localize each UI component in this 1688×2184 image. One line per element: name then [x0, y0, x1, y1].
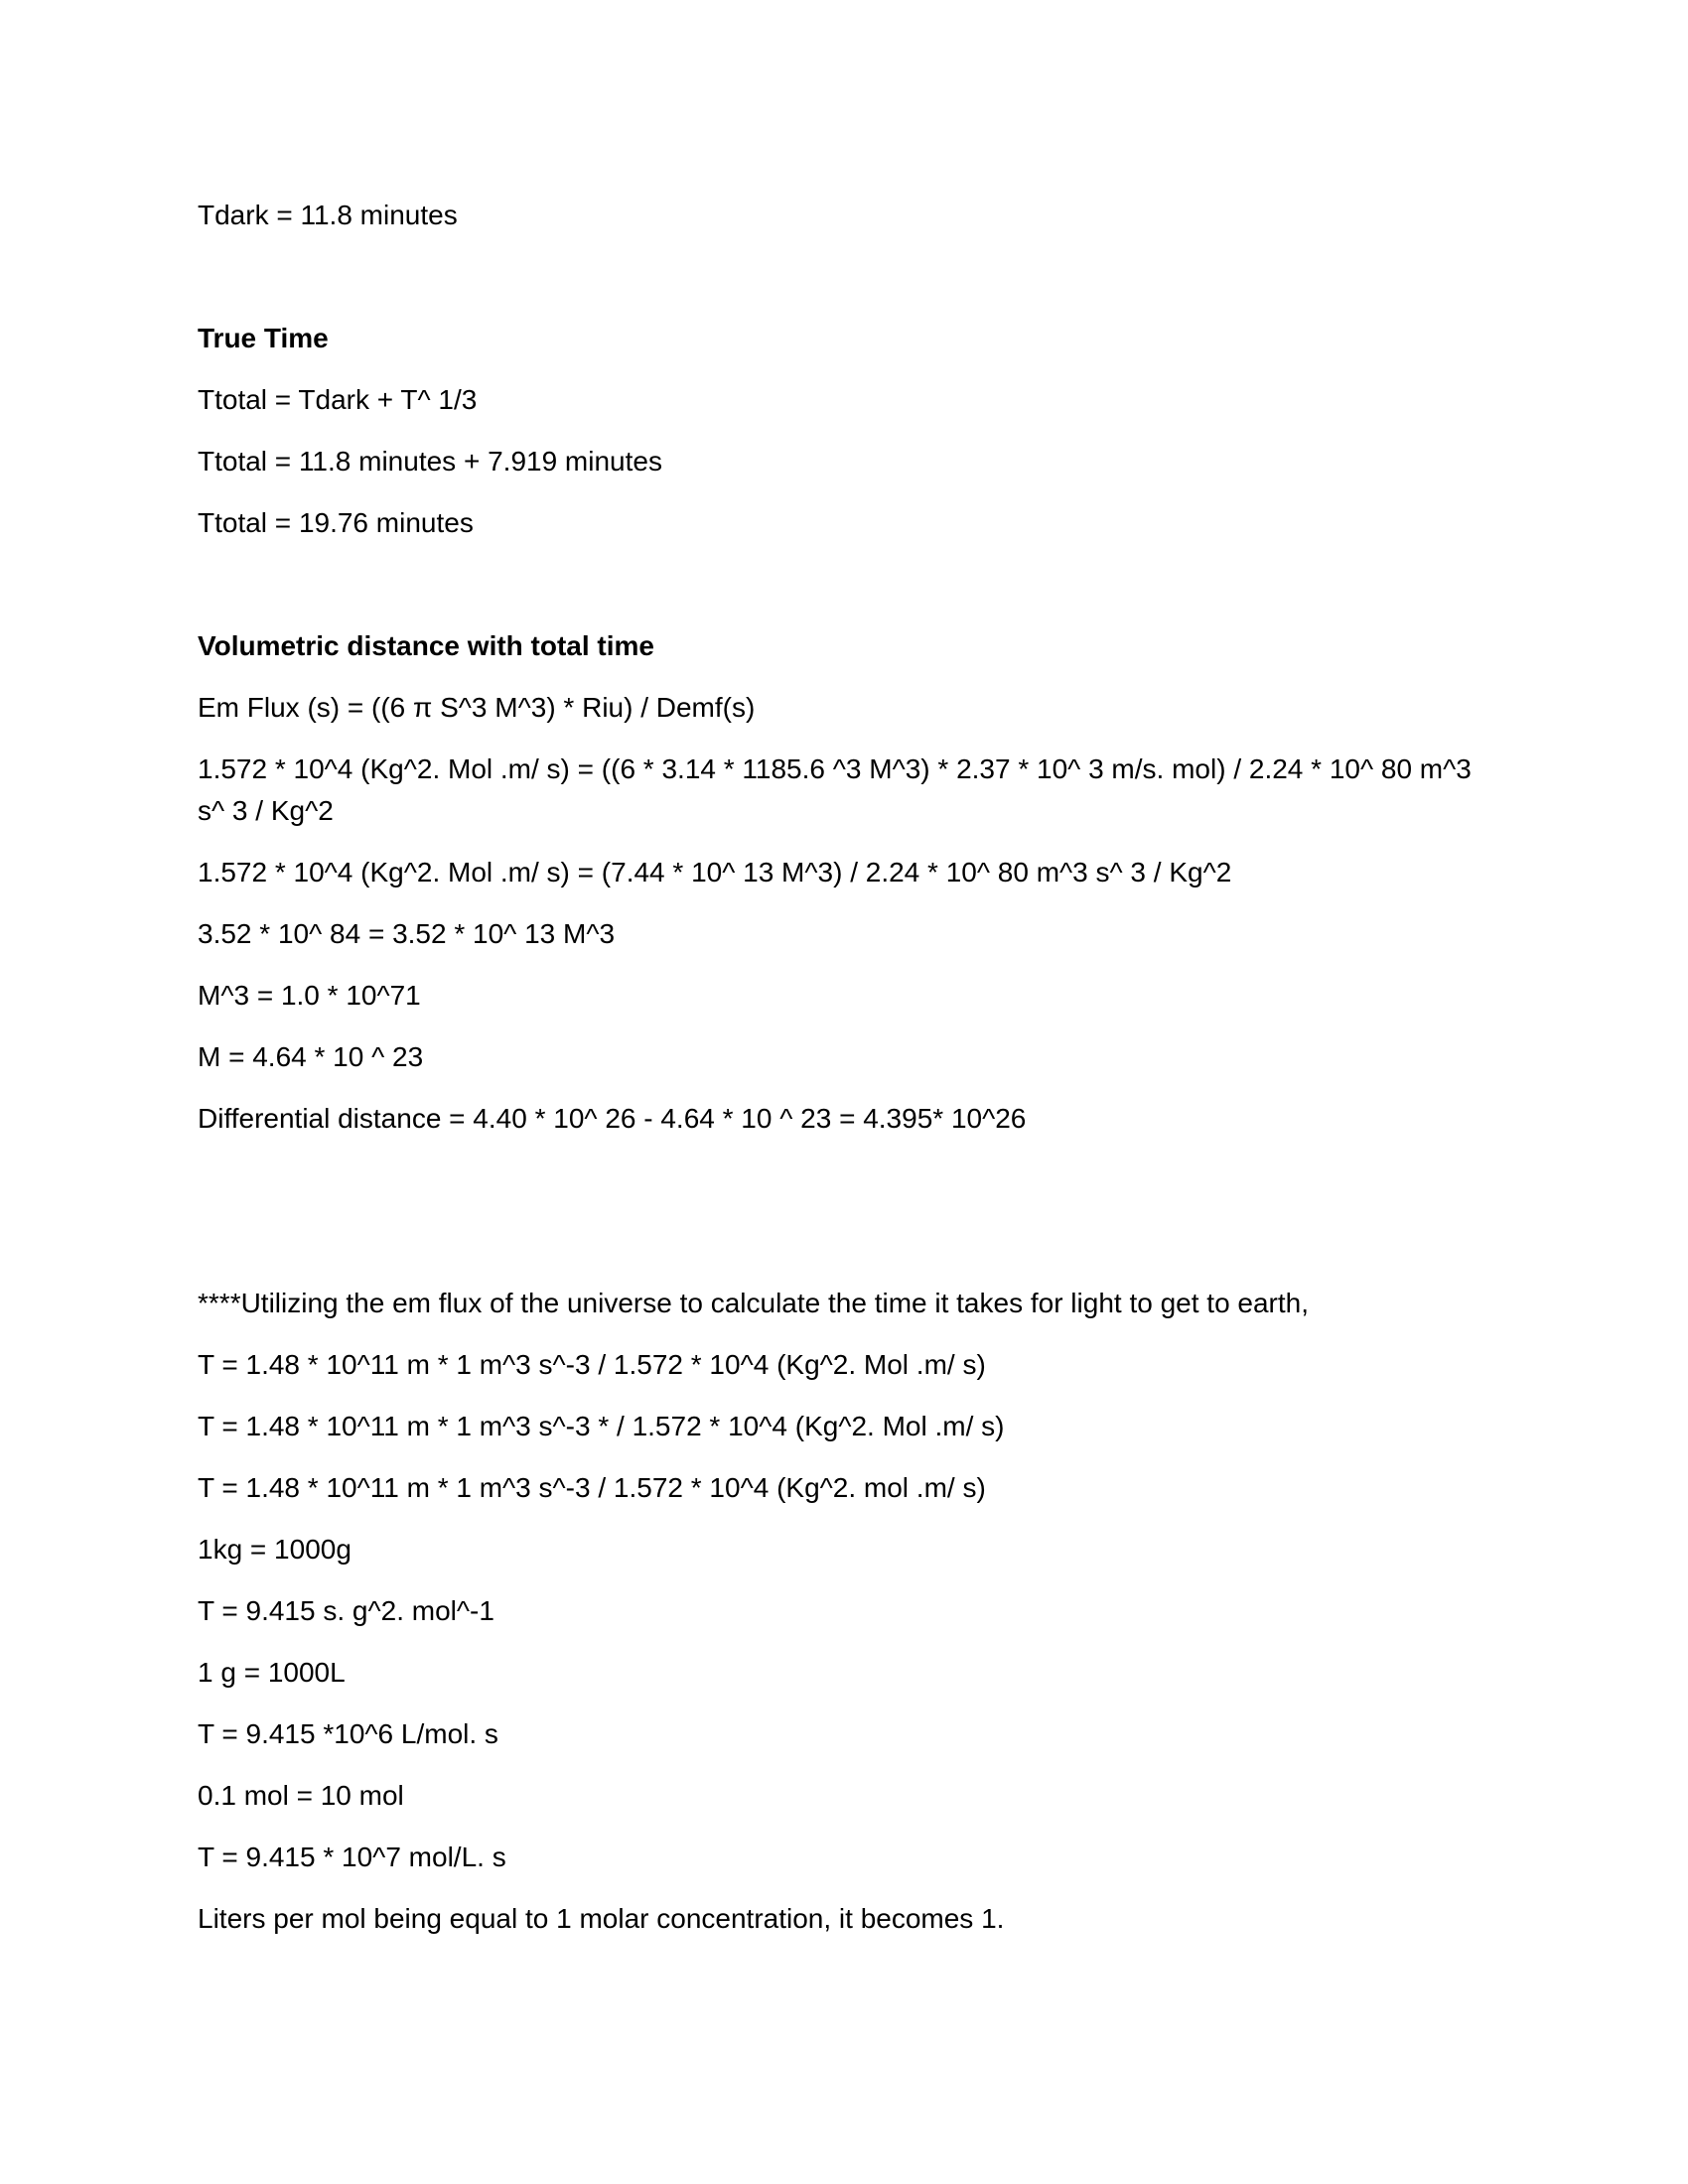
equation-line: T = 1.48 * 10^11 m * 1 m^3 s^-3 * / 1.572 * 10^4 (Kg^2. Mol .m/ s): [198, 1411, 1005, 1441]
equation-line: T = 1.48 * 10^11 m * 1 m^3 s^-3 / 1.572 * 10^4 (Kg^2. mol .m/ s): [198, 1472, 986, 1503]
equation-line: 0.1 mol = 10 mol: [198, 1780, 404, 1811]
equation-line: 1.572 * 10^4 (Kg^2. Mol .m/ s) = (7.44 * 10^ 13 M^3) / 2.24 * 10^ 80 m^3 s^ 3 / Kg^2: [198, 857, 1232, 887]
em-flux-intro-line: ****Utilizing the em flux of the universe to calculate the time it takes for light to get to earth,: [198, 1288, 1310, 1318]
tdark-line: Tdark = 11.8 minutes: [198, 200, 458, 230]
equation-line: Ttotal = 11.8 minutes + 7.919 minutes: [198, 446, 662, 477]
equation-line: M^3 = 1.0 * 10^71: [198, 980, 421, 1011]
conclusion-line: Liters per mol being equal to 1 molar concentration, it becomes 1.: [198, 1903, 1005, 1934]
volumetric-heading: Volumetric distance with total time: [198, 630, 655, 661]
equation-line: M = 4.64 * 10 ^ 23: [198, 1041, 424, 1072]
equation-line: 1kg = 1000g: [198, 1534, 352, 1565]
equation-line: Em Flux (s) = ((6 π S^3 M^3) * Riu) / Demf(s): [198, 692, 756, 723]
equation-line: T = 1.48 * 10^11 m * 1 m^3 s^-3 / 1.572 * 10^4 (Kg^2. Mol .m/ s): [198, 1349, 986, 1380]
equation-line: 1 g = 1000L: [198, 1657, 346, 1688]
equation-line: Ttotal = Tdark + T^ 1/3: [198, 384, 478, 415]
equation-line: T = 9.415 s. g^2. mol^-1: [198, 1595, 494, 1626]
equation-line: 3.52 * 10^ 84 = 3.52 * 10^ 13 M^3: [198, 918, 616, 949]
equation-line: T = 9.415 * 10^7 mol/L. s: [198, 1842, 506, 1872]
equation-line: Ttotal = 19.76 minutes: [198, 507, 474, 538]
equation-line: T = 9.415 *10^6 L/mol. s: [198, 1718, 498, 1749]
true-time-heading: True Time: [198, 323, 329, 353]
equation-line: 1.572 * 10^4 (Kg^2. Mol .m/ s) = ((6 * 3.14 * 1185.6 ^3 M^3) * 2.37 * 10^ 3 m/s. mol) / 2.24 * 10^ 80 m^3 s^ 3 / Kg^2: [198, 753, 1472, 826]
equation-line: Differential distance = 4.40 * 10^ 26 - 4.64 * 10 ^ 23 = 4.395* 10^26: [198, 1103, 1027, 1134]
